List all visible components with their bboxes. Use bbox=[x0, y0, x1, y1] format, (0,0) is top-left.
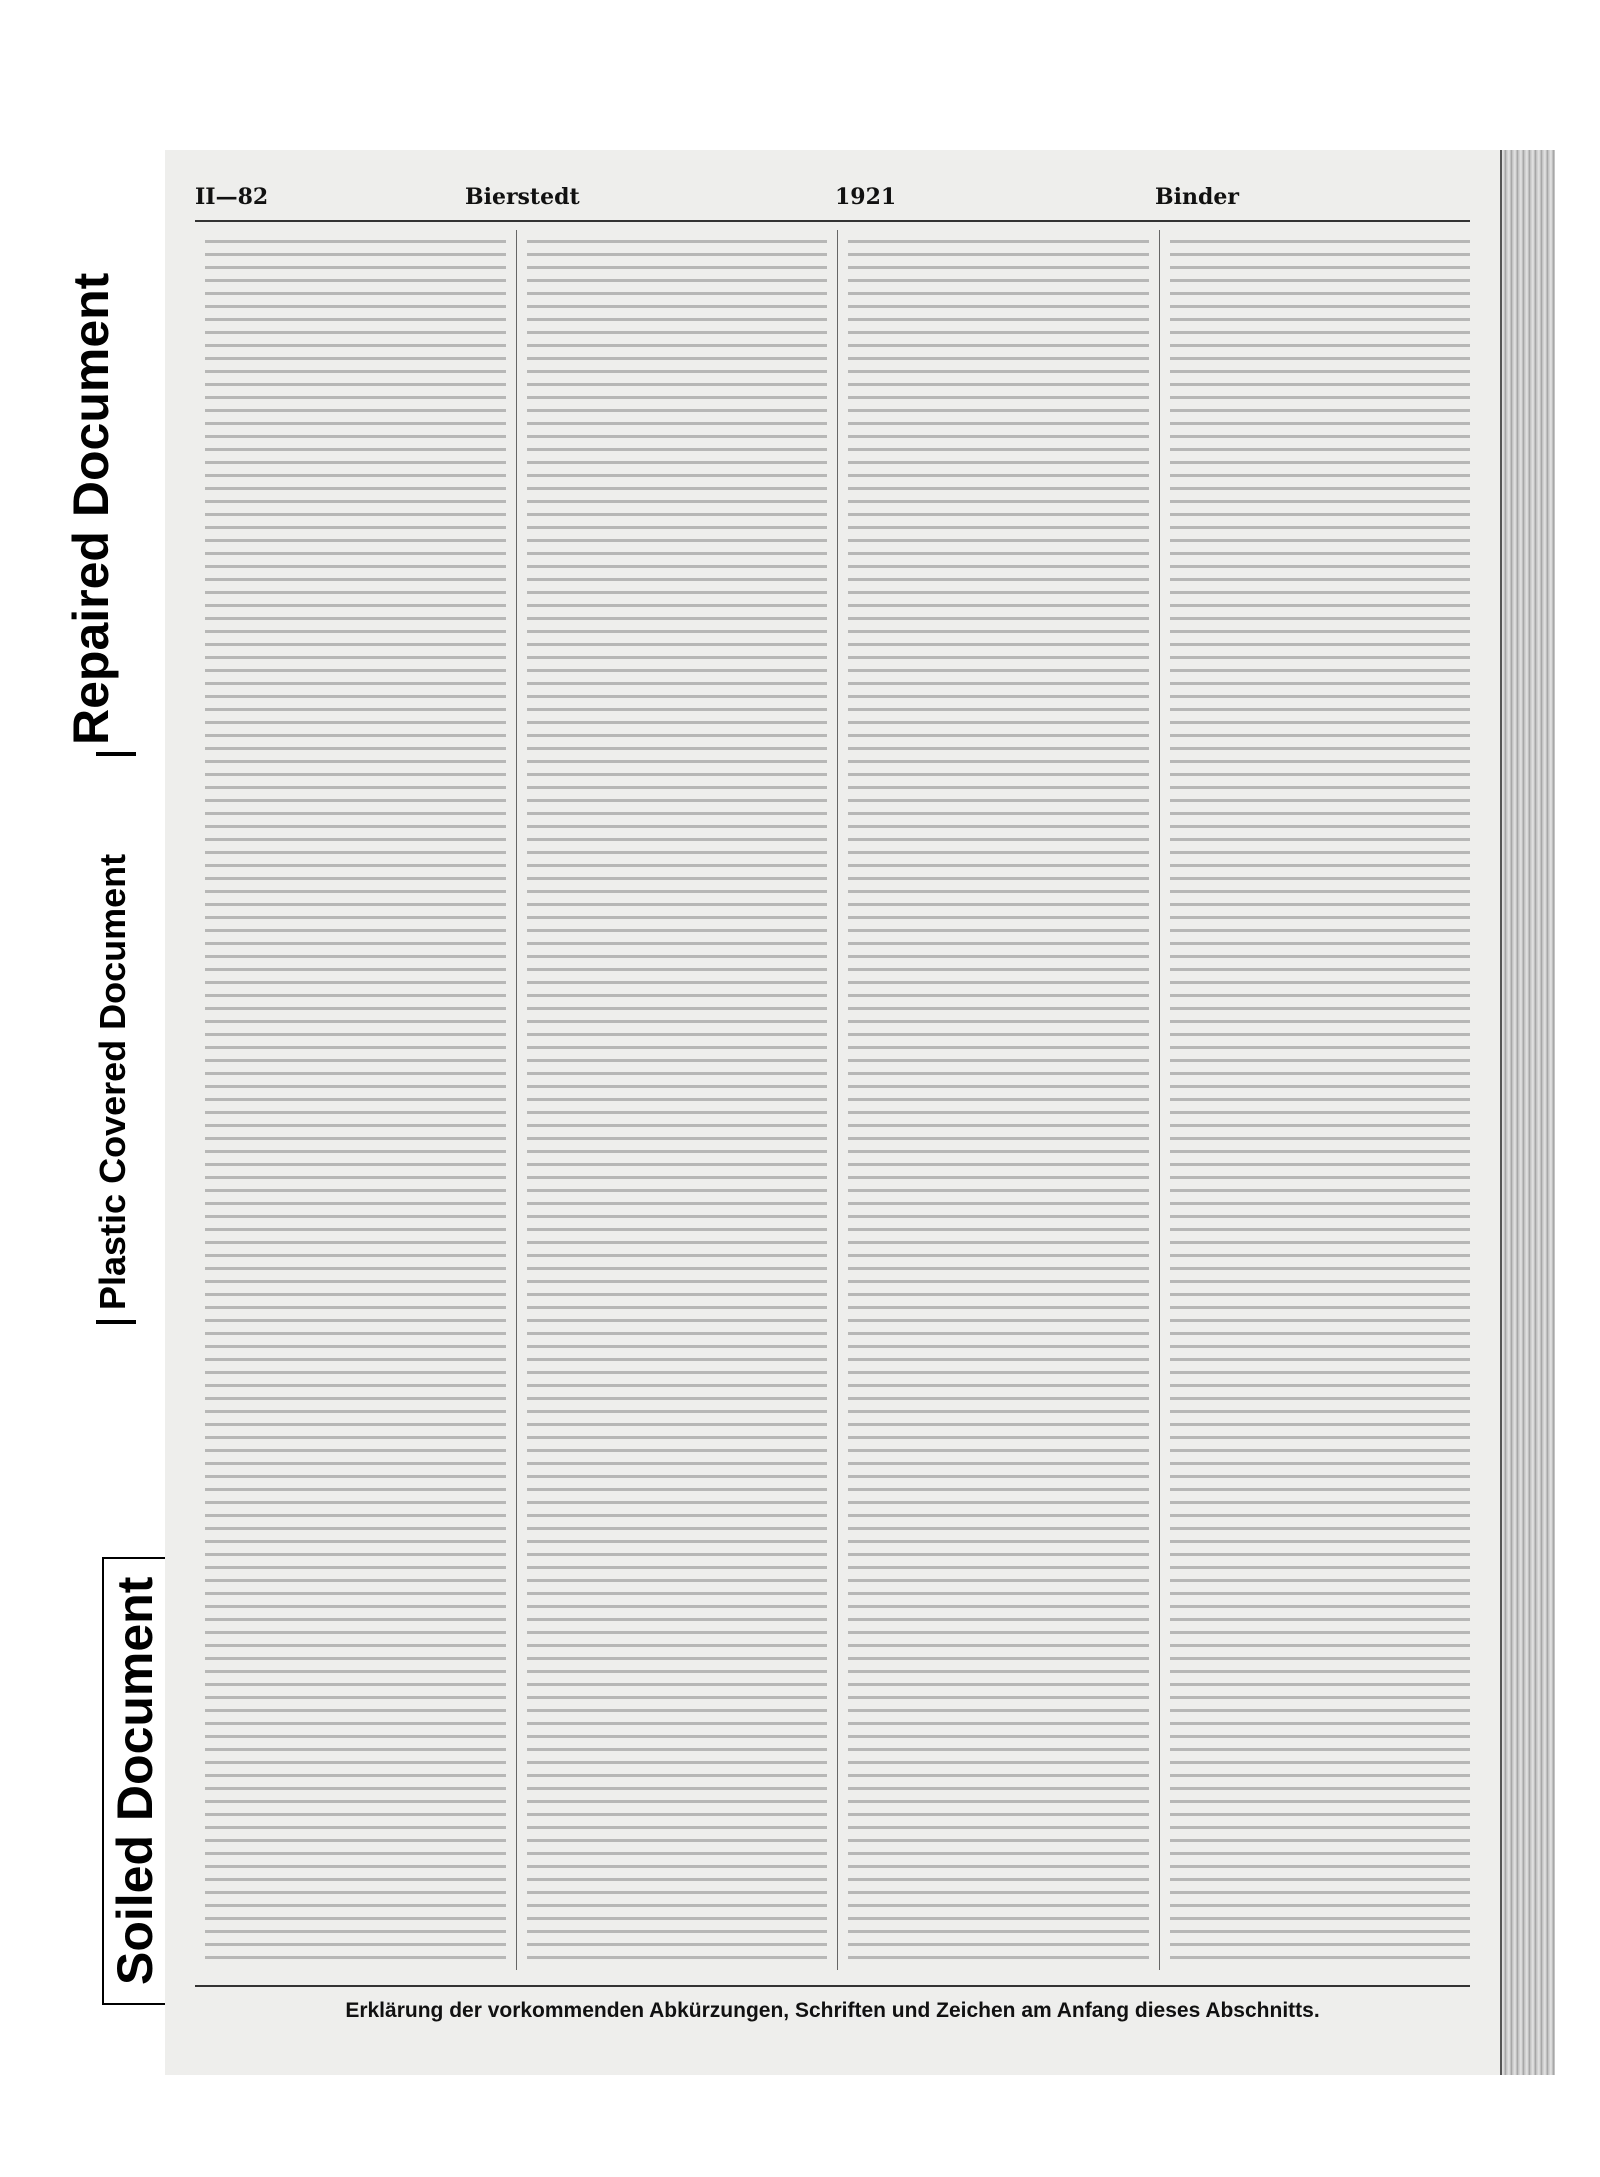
right-running-head: Binder bbox=[1155, 184, 1239, 210]
label-divider bbox=[96, 752, 136, 756]
directory-columns bbox=[195, 230, 1480, 1970]
column bbox=[517, 230, 839, 1970]
page-number: II—82 bbox=[195, 184, 269, 210]
column bbox=[195, 230, 517, 1970]
text-lines bbox=[527, 234, 828, 1964]
side-labels bbox=[0, 0, 170, 2177]
left-running-head: Bierstedt bbox=[465, 184, 580, 210]
book-edge bbox=[1500, 150, 1555, 2075]
column bbox=[1160, 230, 1481, 1970]
text-lines bbox=[205, 234, 506, 1964]
soiled-document-label: Soiled Document bbox=[102, 1557, 168, 2005]
text-lines bbox=[1170, 234, 1471, 1964]
header-rule bbox=[195, 220, 1470, 222]
year: 1921 bbox=[835, 184, 897, 210]
label-divider bbox=[96, 1320, 136, 1324]
scanned-page bbox=[165, 150, 1555, 2075]
directory-page bbox=[165, 150, 1502, 2075]
repaired-document-label: Repaired Document bbox=[63, 272, 119, 745]
page-footer: Erklärung der vorkommenden Abkürzungen, Schriften und Zeichen am Anfang dieses Abschnitts. bbox=[195, 1985, 1470, 2023]
plastic-covered-document-label: Plastic Covered Document bbox=[92, 853, 133, 1310]
column bbox=[838, 230, 1160, 1970]
text-lines bbox=[848, 234, 1149, 1964]
page-header bbox=[195, 184, 1470, 218]
